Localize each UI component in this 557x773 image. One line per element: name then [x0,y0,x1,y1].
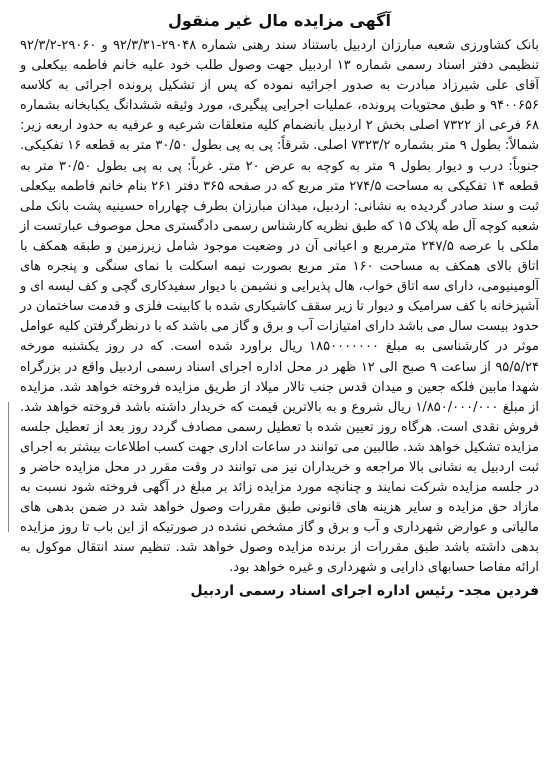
notice-body: بانک کشاورزی شعبه مبارزان اردبیل باستناد سند رهنی شماره ۲۹۰۴۸-۹۲/۳/۳۱ و ۲۹۰۶۰-۹۲/۳/۲ تنظیمی دفتر اسناد رسمی شماره ۱۳ اردبیل جهت وصول طلب خود علیه خانم فاطمه بیکعلی و آقای علی شیرزاد مبادرت به صدور اجرائیه نموده که پس از تشکیل پرونده اجرائی به کلاسه ۹۴۰۰۶۵۶ و طبق محتویات پرونده، عملیات اجرایی پیگیری، مورد وثیقه ششدانگ یکبابخانه بشماره ۶۸ فرعی از ۷۳۲۲ اصلی بخش ۲ اردبیل بانضمام کلیه متعلقات شرعیه و عرفیه به حدود اربعه زیر: شمالاً: بطول ۹ متر بشماره ۷۳۲۳/۲ اصلی. شرقاً: پی به پی بطول ۳۰/۵۰ متر به قطعه ۱۶ تفکیکی. جنوباً: درب و دیوار بطول ۹ متر به کوچه به عرض ۲۰ متر. غرباً: پی به پی بطول ۳۰/۵۰ متر به قطعه ۱۴ تفکیکی به مساحت ۲۷۴/۵ متر مربع که در صفحه ۳۶۵ دفتر ۲۶۱ بنام خانم فاطمه بیکعلی ثبت و سند صادر گردیده به نشانی: اردبیل، میدان مبارزان بطرف چهارراه حسینیه پشت بانک ملی شعبه کوچه آل طه پلاک ۱۵ که طبق نظریه کارشناس رسمی دادگستری محل موصوف عبارتست از ملکی با عرصه ۲۴۷/۵ مترمربع و اعیانی آن در وضعیت موجود شامل زیرزمین و طبقه همکف با اتاق بالای همکف به مساحت ۱۶۰ متر مربع بصورت نیمه اسکلت با نمای سنگی و پنجره های آلومینیومی، دارای سه اتاق خواب، هال پذیرایی و نشیمن با دیوار سفیدکاری گچی و کف لیسه ای و آشپزخانه با کف سرامیک و دیوار تا زیر سقف کاشیکاری شده با کابینت فلزی و قدمت ساختمان در حدود بیست سال می باشد دارای امتیازات آب و برق و گاز می باشد که با درنظرگرفتن کلیه عوامل موثر در کارشناسی به مبلغ ۱۸۵۰۰۰۰۰۰۰ ریال براورد شده است. که در روز یکشنبه مورخه ۹۵/۵/۲۴ از ساعت ۹ صبح الی ۱۲ ظهر در محل اداره اجرای اسناد رسمی اردبیل واقع در بزرگراه شهدا مابین فلکه جعین و میدان قدس جنب تالار میلاد از طریق مزایده فروخته خواهد شد. مزایده از مبلغ ۱/۸۵۰/۰۰۰/۰۰۰ ریال شروع و به بالاترین قیمت که خریدار داشته باشد فروخته خواهد شد. فروش نقدی است. هرگاه روز تعیین شده با تعطیل رسمی مصادف گردد روز بعد از تعطیل جلسه مزایده تشکیل خواهد شد. طالبین می توانند در ساعات اداری جهت کسب اطلاعات بیشتر به اجرای ثبت اردبیل به نشانی بالا مراجعه و خریداران نیز می توانند در وقت مقرر در محل مزایده حاضر و در جلسه مزایده شرکت نمایند و چنانچه مورد مزایده زائد بر مبلغ در آگهی فروخته شود نسبت به مازاد حق مزایده و سایر هزینه های قانونی طبق مقررات وصول خواهد شد در ضمن بدهی های مالیاتی و عوارض شهرداری و آب و برق و گاز مشخص نشده در صورتیکه از این باب تا روز مزایده بدهی داشته باشد طبق مقررات از برنده مزایده وصول خواهد شد. تنظیم سند انتقال موکول به ارائه مفاصا حسابهای دارایی و شهرداری و غیره خواهد بود. [20,38,540,576]
notice-signature: فردین مجد- رئیس اداره اجرای اسناد رسمی اردبیل [190,582,539,599]
notice-title: آگهی مزایده مال غیر منقول [168,11,391,30]
left-margin-line [8,402,9,532]
